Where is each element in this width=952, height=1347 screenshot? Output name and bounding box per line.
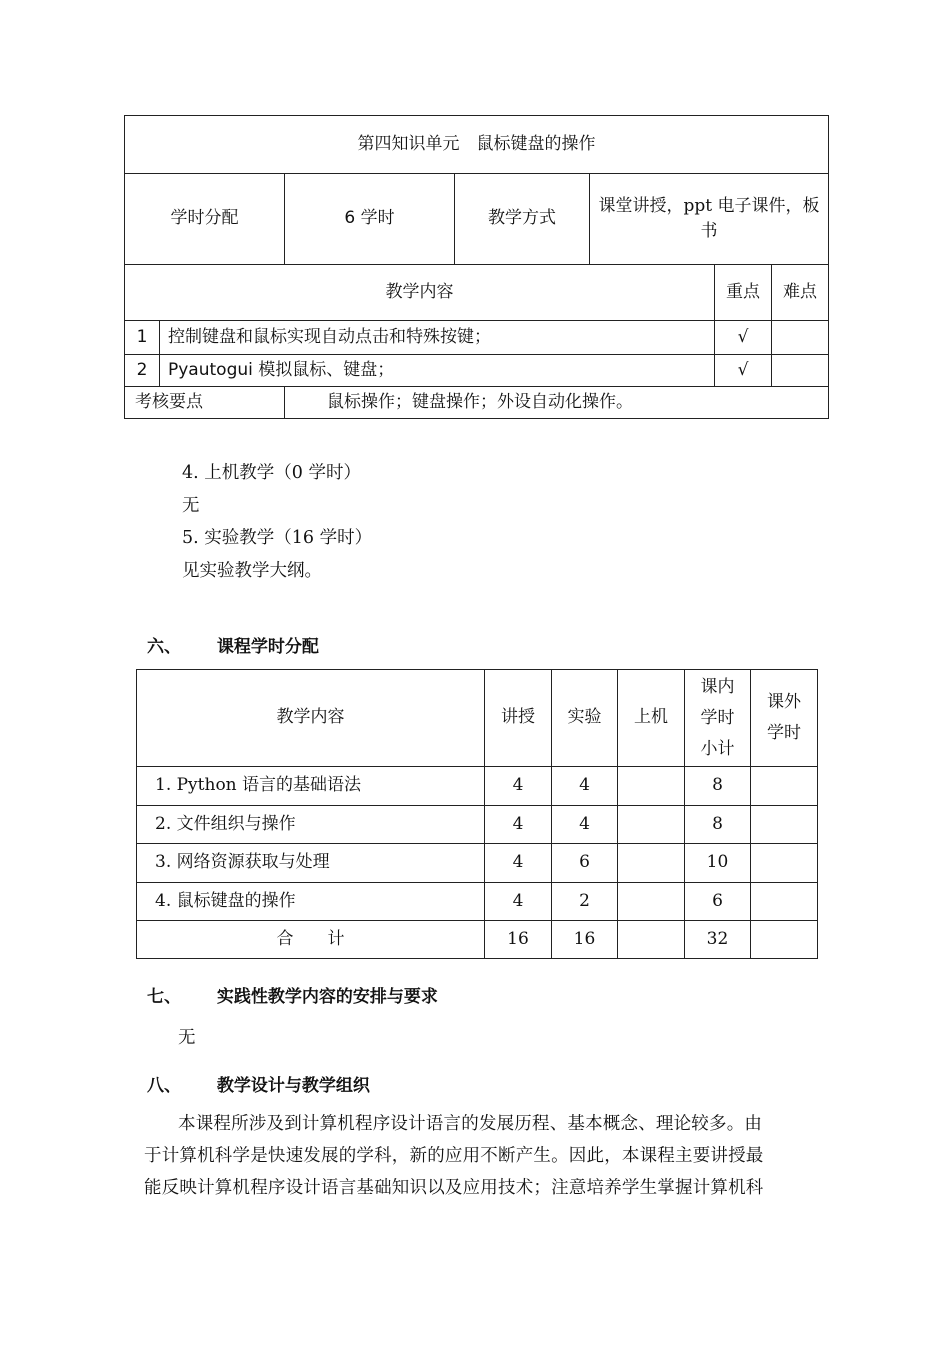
unit-title: 第四知识单元 鼠标键盘的操作 (125, 116, 829, 174)
section-7-body: 无 (178, 1028, 196, 1048)
row-content: 4. 鼠标键盘的操作 (137, 883, 485, 921)
row-number: 1 (125, 321, 160, 355)
row-extra (751, 806, 818, 844)
section-7-number: 七、 (147, 987, 181, 1007)
section-4-body: 无 (182, 495, 200, 516)
paragraph-line: 本课程所涉及到计算机程序设计语言的发展历程、基本概念、理论较多。由 (178, 1114, 763, 1134)
row-lab: 2 (552, 883, 618, 921)
section-8-number: 八、 (147, 1076, 181, 1096)
section-8-paragraph (144, 1108, 824, 1204)
row-content: 1. Python 语言的基础语法 (137, 767, 485, 806)
row-content: 3. 网络资源获取与处理 (137, 844, 485, 883)
section-6-title: 课程学时分配 (216, 637, 319, 657)
row-extra (751, 844, 818, 883)
difficult-check (772, 321, 829, 355)
row-computer (618, 844, 685, 883)
row-lab: 6 (552, 844, 618, 883)
total-lecture: 16 (485, 921, 552, 959)
total-lab: 16 (552, 921, 618, 959)
row-extra (751, 767, 818, 806)
teaching-sections (182, 457, 372, 587)
row-subtotal: 8 (685, 806, 751, 844)
unit-table (124, 115, 829, 419)
difficult-header: 难点 (772, 265, 829, 321)
method-value: 课堂讲授，ppt 电子课件，板书 (590, 174, 829, 265)
total-label: 合 计 (137, 921, 485, 959)
row-subtotal: 6 (685, 883, 751, 921)
table-row (137, 806, 818, 844)
section-6-number: 六、 (147, 637, 181, 657)
row-lecture: 4 (485, 844, 552, 883)
row-subtotal: 10 (685, 844, 751, 883)
table-row (137, 844, 818, 883)
section-5-body: 见实验教学大纲。 (182, 560, 322, 581)
exam-value: 鼠标操作；键盘操作；外设自动化操作。 (285, 387, 829, 419)
row-lab: 4 (552, 806, 618, 844)
row-extra (751, 883, 818, 921)
difficult-check (772, 355, 829, 387)
row-lecture: 4 (485, 806, 552, 844)
row-subtotal: 8 (685, 767, 751, 806)
total-extra (751, 921, 818, 959)
key-check: √ (715, 321, 772, 355)
row-text: 控制键盘和鼠标实现自动点击和特殊按键； (160, 321, 715, 355)
header-lecture: 讲授 (485, 670, 552, 767)
total-computer (618, 921, 685, 959)
table-row (125, 355, 829, 387)
section-7-title: 实践性教学内容的安排与要求 (216, 987, 438, 1007)
row-computer (618, 806, 685, 844)
row-lecture: 4 (485, 767, 552, 806)
hours-table (136, 669, 818, 959)
header-subtotal: 课内学时小计 (685, 670, 751, 767)
section-5-title: 5. 实验教学（16 学时） (182, 528, 373, 548)
hours-label: 学时分配 (125, 174, 285, 265)
header-computer: 上机 (618, 670, 685, 767)
row-lecture: 4 (485, 883, 552, 921)
row-lab: 4 (552, 767, 618, 806)
total-subtotal: 32 (685, 921, 751, 959)
section-4-title: 4. 上机教学（0 学时） (182, 463, 361, 483)
paragraph-line: 能反映计算机程序设计语言基础知识以及应用技术；注意培养学生掌握计算机科 (144, 1178, 764, 1198)
section-8-heading (147, 1071, 370, 1096)
header-extra: 课外学时 (751, 670, 818, 767)
hours-value: 6 学时 (285, 174, 455, 265)
section-7-heading (147, 982, 438, 1007)
row-text: Pyautogui 模拟鼠标、键盘； (160, 355, 715, 387)
section-6-heading (147, 632, 319, 657)
paragraph-line: 于计算机科学是快速发展的学科，新的应用不断产生。因此，本课程主要讲授最 (144, 1146, 764, 1166)
table-row (125, 321, 829, 355)
row-computer (618, 883, 685, 921)
method-label: 教学方式 (455, 174, 590, 265)
key-check: √ (715, 355, 772, 387)
header-content: 教学内容 (137, 670, 485, 767)
row-computer (618, 767, 685, 806)
row-number: 2 (125, 355, 160, 387)
table-row (137, 767, 818, 806)
row-content: 2. 文件组织与操作 (137, 806, 485, 844)
total-row (137, 921, 818, 959)
key-header: 重点 (715, 265, 772, 321)
header-lab: 实验 (552, 670, 618, 767)
content-header: 教学内容 (125, 265, 715, 321)
exam-label: 考核要点 (125, 387, 285, 419)
section-8-title: 教学设计与教学组织 (216, 1076, 370, 1096)
table-row (137, 883, 818, 921)
